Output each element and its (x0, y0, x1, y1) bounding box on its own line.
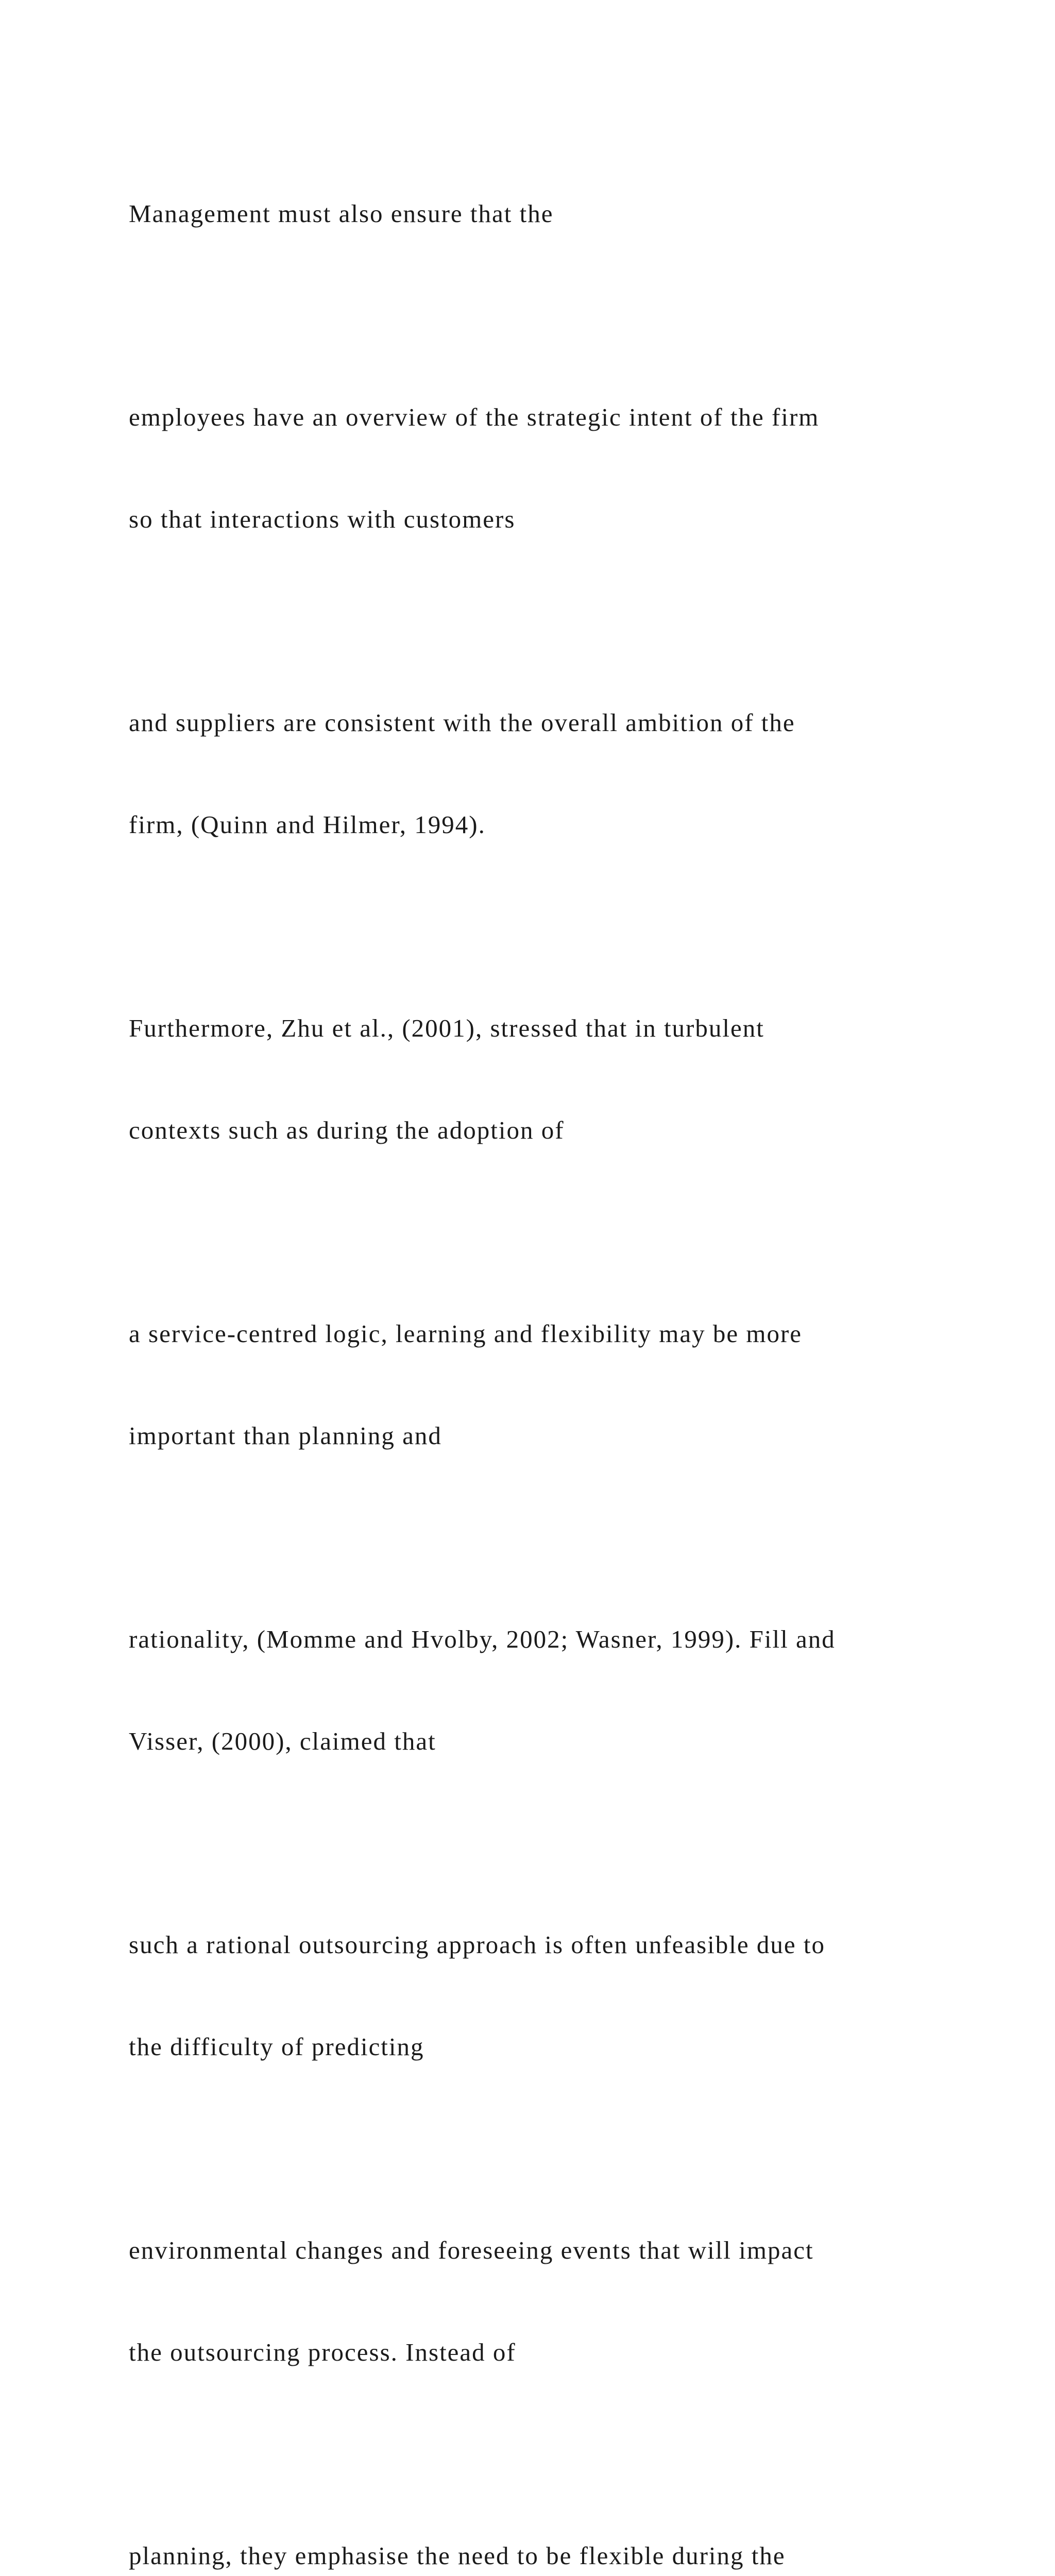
text-line: Visser, (2000), claimed that (129, 1727, 436, 1755)
text-line: the difficulty of predicting (129, 2032, 424, 2061)
text-line: Furthermore, Zhu et al., (2001), stressed that in turbulent (129, 1014, 764, 1042)
text-line: such a rational outsourcing approach is often unfeasible due to (129, 1930, 825, 1959)
text-line: firm, (Quinn and Hilmer, 1994). (129, 810, 486, 839)
paragraph-1 (129, 129, 943, 299)
document-body (129, 129, 943, 2576)
text-line: employees have an overview of the strategic intent of the firm (129, 403, 820, 431)
text-line: Management must also ensure that the (129, 199, 554, 228)
paragraph-3 (129, 638, 943, 910)
text-line: a service-centred logic, learning and flexibility may be more (129, 1319, 803, 1348)
text-line: the outsourcing process. Instead of (129, 2338, 516, 2366)
paragraph-7 (129, 1860, 943, 2132)
paragraph-9 (129, 2471, 943, 2576)
text-line: contexts such as during the adoption of (129, 1116, 565, 1144)
paragraph-4 (129, 943, 943, 1215)
paragraph-6 (129, 1554, 943, 1826)
text-line: planning, they emphasise the need to be flexible during the (129, 2541, 786, 2570)
text-line: environmental changes and foreseeing events that will impact (129, 2236, 814, 2264)
paragraph-2 (129, 332, 943, 604)
text-line: so that interactions with customers (129, 505, 516, 533)
paragraph-5 (129, 1249, 943, 1521)
text-line: important than planning and (129, 1421, 442, 1450)
text-line: rationality, (Momme and Hvolby, 2002; Wasner, 1999). Fill and (129, 1625, 836, 1653)
paragraph-8 (129, 2165, 943, 2437)
text-line: and suppliers are consistent with the overall ambition of the (129, 708, 795, 737)
